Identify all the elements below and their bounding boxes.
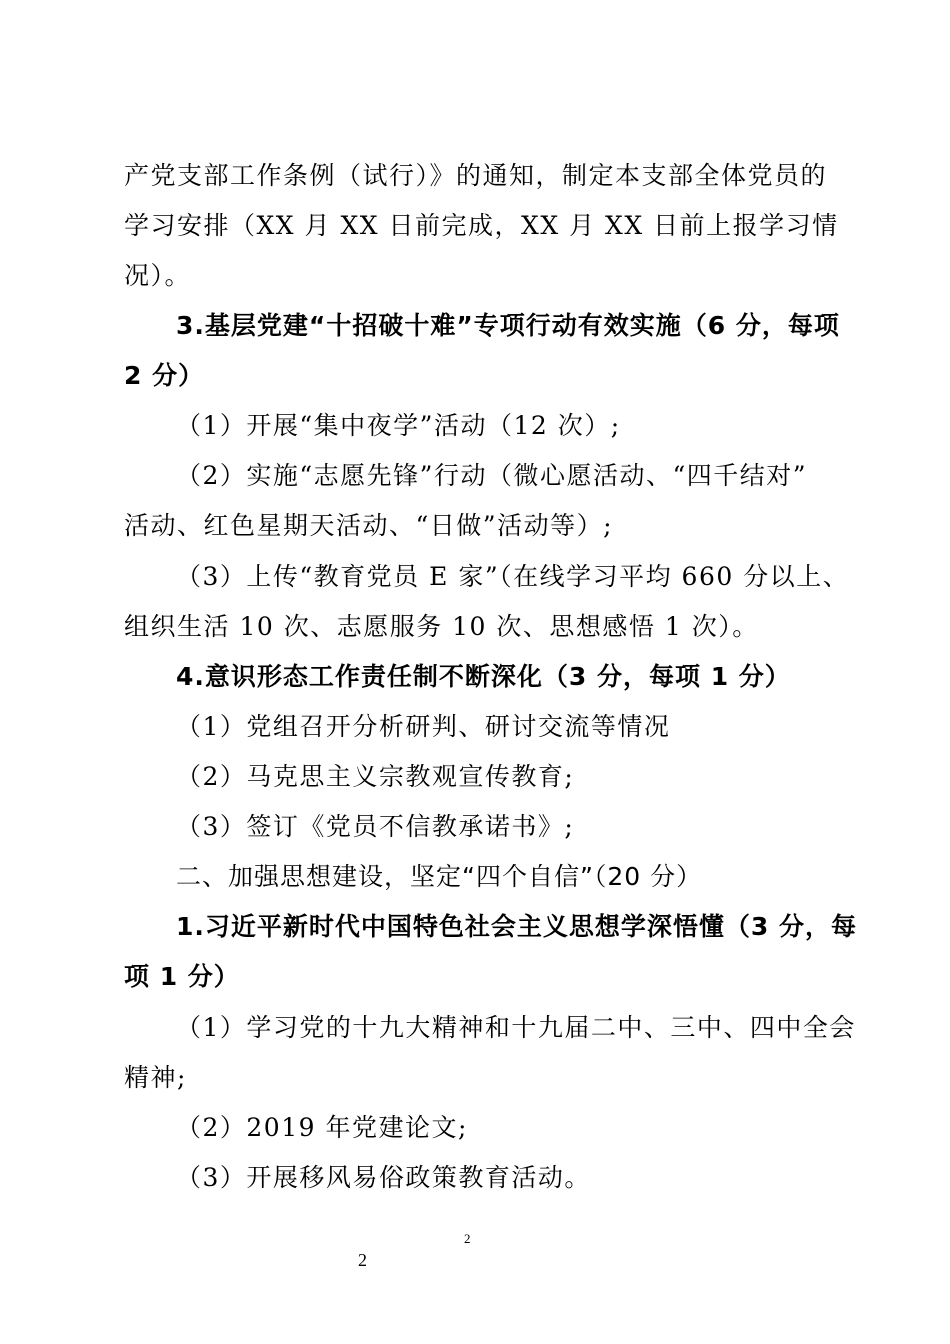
section-heading-3: 3.基层党建“十招破十难”专项行动有效实施（6 分，每项 xyxy=(176,311,840,340)
list-item: （3）开展移风易俗政策教育活动。 xyxy=(176,1163,591,1192)
list-item: （3）上传“教育党员 E 家”（在线学习平均 660 分以上、 xyxy=(176,562,850,591)
list-item: （2）马克思主义宗教观宣传教育; xyxy=(176,762,575,791)
list-item: （2）实施“志愿先锋”行动（微心愿活动、“四千结对” xyxy=(176,461,808,490)
list-item: （2）2019 年党建论文; xyxy=(176,1113,468,1142)
page-number: 2 xyxy=(358,1250,367,1270)
section-heading-4: 4.意识形态工作责任制不断深化（3 分，每项 1 分） xyxy=(176,662,791,691)
list-item: （1）开展“集中夜学”活动（12 次）; xyxy=(176,411,621,440)
page-number-small: 2 xyxy=(464,1231,471,1246)
section-heading-1-cont: 项 1 分） xyxy=(124,962,240,991)
list-item-cont: 组织生活 10 次、志愿服务 10 次、思想感悟 1 次）。 xyxy=(124,612,759,641)
section-heading-3-cont: 2 分） xyxy=(124,361,205,390)
body-text-line: 产党支部工作条例（试行）》的通知，制定本支部全体党员的 xyxy=(124,161,828,190)
body-text-line: 况）。 xyxy=(124,261,192,290)
list-item-cont: 活动、红色星期天活动、“日做”活动等）; xyxy=(124,511,613,540)
list-item-cont: 精神; xyxy=(124,1063,187,1092)
list-item: （3）签订《党员不信教承诺书》; xyxy=(176,812,575,841)
body-text-line: 学习安排（XX 月 XX 日前完成，XX 月 XX 日前上报学习情 xyxy=(124,211,839,240)
list-item: （1）学习党的十九大精神和十九届二中、三中、四中全会 xyxy=(176,1013,856,1042)
list-item: （1）党组召开分析研判、研讨交流等情况 xyxy=(176,712,671,741)
section-heading-1: 1.习近平新时代中国特色社会主义思想学深悟懂（3 分，每 xyxy=(176,912,857,941)
chapter-heading-2: 二、加强思想建设，坚定“四个自信”（20 分） xyxy=(176,862,703,891)
